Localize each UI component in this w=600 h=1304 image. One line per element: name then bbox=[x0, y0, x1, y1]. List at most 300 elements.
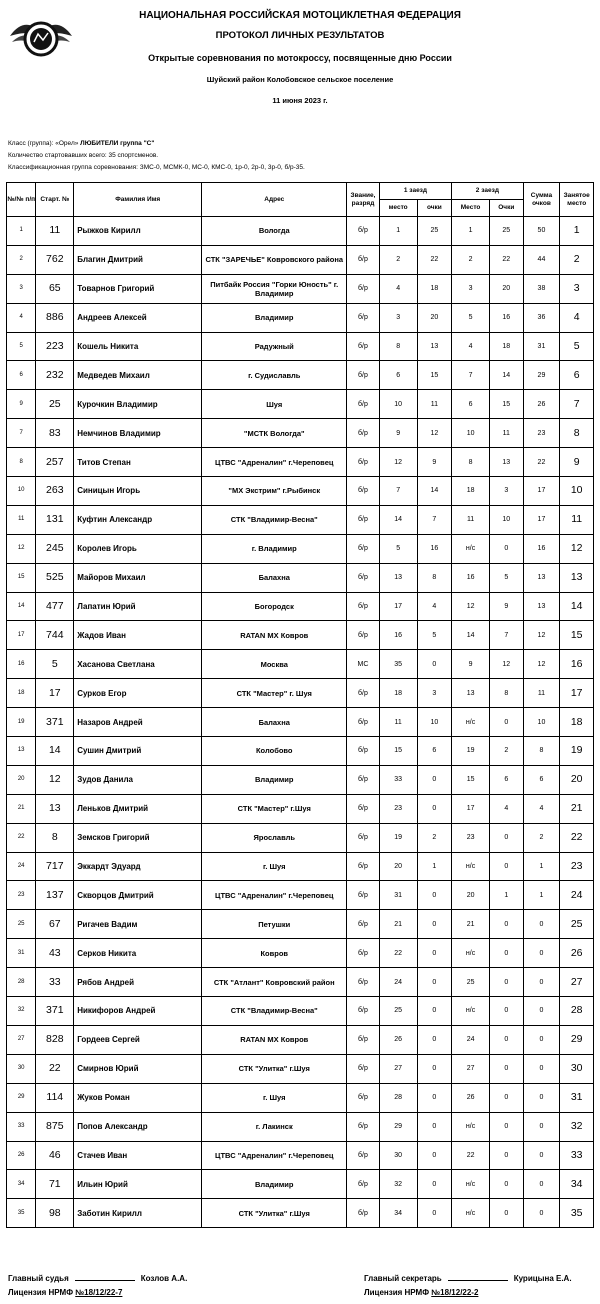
cell-num: 14 bbox=[7, 592, 36, 621]
table-row bbox=[7, 361, 594, 390]
cell-rank: б/р bbox=[347, 679, 380, 708]
cell-r2-points: 15 bbox=[489, 390, 523, 419]
table-row bbox=[7, 823, 594, 852]
cell-address: RATAN MX Ковров bbox=[202, 1025, 347, 1054]
cell-start-number: 232 bbox=[36, 361, 74, 390]
cell-r2-points: 8 bbox=[489, 679, 523, 708]
cell-rank: б/р bbox=[347, 245, 380, 274]
cell-r1-points: 6 bbox=[417, 737, 452, 766]
cell-num: 32 bbox=[7, 997, 36, 1026]
cell-r2-points: 0 bbox=[489, 823, 523, 852]
cell-start-number: 263 bbox=[36, 477, 74, 506]
cell-final-place: 7 bbox=[560, 390, 594, 419]
cell-name: Никифоров Андрей bbox=[74, 997, 202, 1026]
cell-r1-points: 0 bbox=[417, 1054, 452, 1083]
cell-r2-points: 13 bbox=[489, 448, 523, 477]
table-row bbox=[7, 881, 594, 910]
cell-r2-place: 6 bbox=[452, 390, 490, 419]
cell-start-number: 33 bbox=[36, 968, 74, 997]
cell-total: 2 bbox=[523, 823, 560, 852]
cell-name: Зудов Данила bbox=[74, 765, 202, 794]
cell-start-number: 744 bbox=[36, 621, 74, 650]
table-row bbox=[7, 621, 594, 650]
cell-final-place: 19 bbox=[560, 737, 594, 766]
cell-rank: б/р bbox=[347, 1025, 380, 1054]
cell-final-place: 33 bbox=[560, 1141, 594, 1170]
table-row bbox=[7, 303, 594, 332]
cell-address: Вологда bbox=[202, 217, 347, 246]
cell-address: СТК "ЗАРЕЧЬЕ" Ковровского района bbox=[202, 245, 347, 274]
cell-r2-place: н/с bbox=[452, 1170, 490, 1199]
cell-r1-place: 27 bbox=[379, 1054, 417, 1083]
cell-name: Жадов Иван bbox=[74, 621, 202, 650]
cell-rank: б/р bbox=[347, 708, 380, 737]
cell-total: 10 bbox=[523, 708, 560, 737]
cell-r1-place: 8 bbox=[379, 332, 417, 361]
cell-start-number: 137 bbox=[36, 881, 74, 910]
cell-start-number: 131 bbox=[36, 505, 74, 534]
cell-r2-points: 0 bbox=[489, 1141, 523, 1170]
cell-r2-points: 7 bbox=[489, 621, 523, 650]
cell-r1-points: 11 bbox=[417, 390, 452, 419]
cell-num: 26 bbox=[7, 1141, 36, 1170]
cell-total: 44 bbox=[523, 245, 560, 274]
judge-license-number: №18/12/22-7 bbox=[75, 1288, 123, 1297]
cell-r1-points: 8 bbox=[417, 563, 452, 592]
cell-address: СТК "Владимир-Весна" bbox=[202, 505, 347, 534]
cell-final-place: 1 bbox=[560, 217, 594, 246]
cell-name: Эккардт Эдуард bbox=[74, 852, 202, 881]
col-race2: 2 заезд bbox=[452, 183, 523, 200]
cell-start-number: 223 bbox=[36, 332, 74, 361]
cell-address: Владимир bbox=[202, 1170, 347, 1199]
secretary-license-label: Лицензия НРМФ bbox=[364, 1288, 430, 1297]
cell-rank: б/р bbox=[347, 621, 380, 650]
cell-r1-place: 28 bbox=[379, 1083, 417, 1112]
cell-final-place: 14 bbox=[560, 592, 594, 621]
cell-final-place: 26 bbox=[560, 939, 594, 968]
cell-r1-points: 18 bbox=[417, 274, 452, 303]
cell-r1-place: 15 bbox=[379, 737, 417, 766]
starters-count: Количество стартовавших всего: 35 спортсменов. bbox=[8, 152, 159, 159]
cell-final-place: 28 bbox=[560, 997, 594, 1026]
cell-r2-points: 16 bbox=[489, 303, 523, 332]
cell-start-number: 525 bbox=[36, 563, 74, 592]
cell-r1-place: 19 bbox=[379, 823, 417, 852]
cell-r2-points: 14 bbox=[489, 361, 523, 390]
cell-r1-place: 26 bbox=[379, 1025, 417, 1054]
cell-r2-place: 5 bbox=[452, 303, 490, 332]
cell-name: Синицын Игорь bbox=[74, 477, 202, 506]
cell-rank: б/р bbox=[347, 563, 380, 592]
cell-r1-place: 34 bbox=[379, 1199, 417, 1228]
cell-start-number: 46 bbox=[36, 1141, 74, 1170]
cell-num: 12 bbox=[7, 534, 36, 563]
cell-num: 17 bbox=[7, 621, 36, 650]
cell-rank: б/р bbox=[347, 361, 380, 390]
cell-r1-place: 16 bbox=[379, 621, 417, 650]
cell-total: 1 bbox=[523, 852, 560, 881]
cell-final-place: 18 bbox=[560, 708, 594, 737]
cell-r1-points: 3 bbox=[417, 679, 452, 708]
cell-address: Балахна bbox=[202, 563, 347, 592]
cell-total: 11 bbox=[523, 679, 560, 708]
cell-address: Ковров bbox=[202, 939, 347, 968]
cell-total: 23 bbox=[523, 419, 560, 448]
cell-r2-place: 25 bbox=[452, 968, 490, 997]
cell-r2-points: 1 bbox=[489, 881, 523, 910]
cell-name: Смирнов Юрий bbox=[74, 1054, 202, 1083]
cell-start-number: 17 bbox=[36, 679, 74, 708]
cell-address: Радужный bbox=[202, 332, 347, 361]
cell-final-place: 22 bbox=[560, 823, 594, 852]
cell-address: Владимир bbox=[202, 303, 347, 332]
cell-start-number: 762 bbox=[36, 245, 74, 274]
table-row bbox=[7, 217, 594, 246]
cell-r2-place: 19 bbox=[452, 737, 490, 766]
cell-name: Гордеев Сергей bbox=[74, 1025, 202, 1054]
cell-name: Сурков Егор bbox=[74, 679, 202, 708]
cell-rank: б/р bbox=[347, 1083, 380, 1112]
cell-r1-points: 0 bbox=[417, 650, 452, 679]
cell-final-place: 5 bbox=[560, 332, 594, 361]
cell-address: "МХ Экстрим" г.Рыбинск bbox=[202, 477, 347, 506]
col-r2-place: Место bbox=[452, 200, 490, 217]
class-label: Класс (группа): «Орел» bbox=[8, 140, 79, 147]
judge-label: Главный судья bbox=[8, 1274, 69, 1283]
event-title: Открытые соревнования по мотокроссу, посвященные дню России bbox=[148, 53, 452, 63]
cell-num: 4 bbox=[7, 303, 36, 332]
cell-address: г. Лакинск bbox=[202, 1112, 347, 1141]
cell-r1-points: 7 bbox=[417, 505, 452, 534]
cell-r2-place: 2 bbox=[452, 245, 490, 274]
cell-rank: б/р bbox=[347, 303, 380, 332]
table-row bbox=[7, 679, 594, 708]
cell-r2-points: 3 bbox=[489, 477, 523, 506]
table-row bbox=[7, 390, 594, 419]
cell-r1-place: 22 bbox=[379, 939, 417, 968]
table-row bbox=[7, 245, 594, 274]
cell-address: ЦТВС "Адреналин" г.Череповец bbox=[202, 881, 347, 910]
cell-start-number: 65 bbox=[36, 274, 74, 303]
cell-name: Серков Никита bbox=[74, 939, 202, 968]
cell-name: Попов Александр bbox=[74, 1112, 202, 1141]
cell-rank: МС bbox=[347, 650, 380, 679]
cell-name: Назаров Андрей bbox=[74, 708, 202, 737]
cell-r1-points: 0 bbox=[417, 997, 452, 1026]
cell-final-place: 24 bbox=[560, 881, 594, 910]
cell-address: Колобово bbox=[202, 737, 347, 766]
cell-r2-points: 25 bbox=[489, 217, 523, 246]
cell-address: Ярославль bbox=[202, 823, 347, 852]
cell-start-number: 717 bbox=[36, 852, 74, 881]
cell-r1-place: 20 bbox=[379, 852, 417, 881]
cell-num: 2 bbox=[7, 245, 36, 274]
cell-num: 1 bbox=[7, 217, 36, 246]
cell-r2-place: н/с bbox=[452, 997, 490, 1026]
cell-start-number: 25 bbox=[36, 390, 74, 419]
cell-name: Ригачев Вадим bbox=[74, 910, 202, 939]
cell-address: "МСТК Вологда" bbox=[202, 419, 347, 448]
col-race1: 1 заезд bbox=[379, 183, 451, 200]
cell-num: 24 bbox=[7, 852, 36, 881]
cell-r1-place: 31 bbox=[379, 881, 417, 910]
cell-r1-place: 21 bbox=[379, 910, 417, 939]
cell-name: Стачев Иван bbox=[74, 1141, 202, 1170]
cell-r1-place: 18 bbox=[379, 679, 417, 708]
cell-r2-points: 6 bbox=[489, 765, 523, 794]
cell-total: 13 bbox=[523, 563, 560, 592]
cell-start-number: 11 bbox=[36, 217, 74, 246]
table-row bbox=[7, 477, 594, 506]
cell-total: 0 bbox=[523, 939, 560, 968]
secretary-signature bbox=[364, 1274, 572, 1283]
event-location: Шуйский район Колобовское сельское поселение bbox=[206, 75, 394, 84]
cell-r2-points: 2 bbox=[489, 737, 523, 766]
cell-start-number: 371 bbox=[36, 997, 74, 1026]
cell-address: г. Владимир bbox=[202, 534, 347, 563]
cell-r2-place: 11 bbox=[452, 505, 490, 534]
cell-rank: б/р bbox=[347, 765, 380, 794]
cell-num: 35 bbox=[7, 1199, 36, 1228]
signature-line bbox=[448, 1280, 508, 1281]
cell-r2-place: 24 bbox=[452, 1025, 490, 1054]
cell-name: Рыжков Кирилл bbox=[74, 217, 202, 246]
cell-start-number: 83 bbox=[36, 419, 74, 448]
cell-final-place: 11 bbox=[560, 505, 594, 534]
cell-start-number: 43 bbox=[36, 939, 74, 968]
cell-r1-place: 9 bbox=[379, 419, 417, 448]
table-row bbox=[7, 997, 594, 1026]
cell-total: 0 bbox=[523, 1025, 560, 1054]
cell-start-number: 12 bbox=[36, 765, 74, 794]
cell-r1-place: 13 bbox=[379, 563, 417, 592]
cell-num: 34 bbox=[7, 1170, 36, 1199]
cell-num: 8 bbox=[7, 448, 36, 477]
cell-final-place: 16 bbox=[560, 650, 594, 679]
cell-start-number: 828 bbox=[36, 1025, 74, 1054]
cell-r2-place: 13 bbox=[452, 679, 490, 708]
cell-r1-points: 16 bbox=[417, 534, 452, 563]
cell-r2-place: 21 bbox=[452, 910, 490, 939]
cell-total: 6 bbox=[523, 765, 560, 794]
table-row bbox=[7, 1025, 594, 1054]
cell-name: Королев Игорь bbox=[74, 534, 202, 563]
cell-final-place: 29 bbox=[560, 1025, 594, 1054]
cell-r1-points: 22 bbox=[417, 245, 452, 274]
cell-r2-place: 20 bbox=[452, 881, 490, 910]
cell-total: 36 bbox=[523, 303, 560, 332]
col-address: Адрес bbox=[202, 183, 347, 217]
cell-final-place: 2 bbox=[560, 245, 594, 274]
cell-r1-place: 7 bbox=[379, 477, 417, 506]
cell-name: Рябов Андрей bbox=[74, 968, 202, 997]
cell-num: 3 bbox=[7, 274, 36, 303]
cell-address: Москва bbox=[202, 650, 347, 679]
secretary-license bbox=[364, 1288, 478, 1297]
table-row bbox=[7, 939, 594, 968]
cell-num: 22 bbox=[7, 823, 36, 852]
cell-rank: б/р bbox=[347, 852, 380, 881]
cell-num: 25 bbox=[7, 910, 36, 939]
cell-rank: б/р bbox=[347, 737, 380, 766]
cell-rank: б/р bbox=[347, 390, 380, 419]
cell-rank: б/р bbox=[347, 534, 380, 563]
cell-rank: б/р bbox=[347, 419, 380, 448]
cell-rank: б/р bbox=[347, 794, 380, 823]
cell-r2-place: 23 bbox=[452, 823, 490, 852]
cell-r1-place: 5 bbox=[379, 534, 417, 563]
cell-r1-points: 2 bbox=[417, 823, 452, 852]
cell-start-number: 886 bbox=[36, 303, 74, 332]
cell-final-place: 3 bbox=[560, 274, 594, 303]
cell-r2-points: 0 bbox=[489, 708, 523, 737]
cell-r2-points: 11 bbox=[489, 419, 523, 448]
cell-total: 1 bbox=[523, 881, 560, 910]
cell-address: г. Судиславль bbox=[202, 361, 347, 390]
cell-final-place: 8 bbox=[560, 419, 594, 448]
cell-total: 0 bbox=[523, 1170, 560, 1199]
cell-address: Шуя bbox=[202, 390, 347, 419]
cell-total: 0 bbox=[523, 910, 560, 939]
cell-r1-points: 0 bbox=[417, 939, 452, 968]
cell-total: 0 bbox=[523, 1141, 560, 1170]
cell-start-number: 371 bbox=[36, 708, 74, 737]
cell-r1-points: 12 bbox=[417, 419, 452, 448]
cell-num: 9 bbox=[7, 390, 36, 419]
table-row bbox=[7, 505, 594, 534]
cell-num: 13 bbox=[7, 737, 36, 766]
cell-num: 19 bbox=[7, 708, 36, 737]
cell-final-place: 6 bbox=[560, 361, 594, 390]
cell-r2-points: 0 bbox=[489, 1112, 523, 1141]
cell-rank: б/р bbox=[347, 477, 380, 506]
table-row bbox=[7, 1141, 594, 1170]
cell-r1-place: 33 bbox=[379, 765, 417, 794]
cell-num: 23 bbox=[7, 881, 36, 910]
cell-name: Леньков Дмитрий bbox=[74, 794, 202, 823]
cell-total: 4 bbox=[523, 794, 560, 823]
cell-total: 0 bbox=[523, 968, 560, 997]
cell-r1-points: 0 bbox=[417, 910, 452, 939]
cell-start-number: 14 bbox=[36, 737, 74, 766]
cell-start-number: 13 bbox=[36, 794, 74, 823]
table-row bbox=[7, 592, 594, 621]
cell-name: Куфтин Александр bbox=[74, 505, 202, 534]
cell-r2-place: 17 bbox=[452, 794, 490, 823]
cell-r1-points: 20 bbox=[417, 303, 452, 332]
secretary-license-number: №18/12/22-2 bbox=[431, 1288, 479, 1297]
cell-name: Хасанова Светлана bbox=[74, 650, 202, 679]
cell-address: СТК "Улитка" г.Шуя bbox=[202, 1199, 347, 1228]
judge-signature bbox=[8, 1274, 187, 1283]
cell-rank: б/р bbox=[347, 332, 380, 361]
cell-r2-points: 5 bbox=[489, 563, 523, 592]
cell-r1-points: 0 bbox=[417, 1141, 452, 1170]
cell-num: 29 bbox=[7, 1083, 36, 1112]
cell-r2-place: н/с bbox=[452, 534, 490, 563]
table-row bbox=[7, 1170, 594, 1199]
protocol-title: ПРОТОКОЛ ЛИЧНЫХ РЕЗУЛЬТАТОВ bbox=[215, 30, 385, 41]
cell-r2-place: н/с bbox=[452, 708, 490, 737]
cell-r2-place: 18 bbox=[452, 477, 490, 506]
cell-rank: б/р bbox=[347, 823, 380, 852]
cell-total: 38 bbox=[523, 274, 560, 303]
cell-r1-place: 25 bbox=[379, 997, 417, 1026]
cell-r2-points: 0 bbox=[489, 997, 523, 1026]
col-r1-points: очки bbox=[417, 200, 452, 217]
org-title: НАЦИОНАЛЬНАЯ РОССИЙСКАЯ МОТОЦИКЛЕТНАЯ ФЕДЕРАЦИЯ bbox=[139, 10, 461, 21]
table-row bbox=[7, 448, 594, 477]
cell-final-place: 31 bbox=[560, 1083, 594, 1112]
cell-start-number: 8 bbox=[36, 823, 74, 852]
cell-r2-place: 27 bbox=[452, 1054, 490, 1083]
cell-name: Заботин Кирилл bbox=[74, 1199, 202, 1228]
cell-r2-points: 0 bbox=[489, 968, 523, 997]
cell-num: 21 bbox=[7, 794, 36, 823]
table-row bbox=[7, 419, 594, 448]
cell-r1-points: 0 bbox=[417, 1199, 452, 1228]
cell-rank: б/р bbox=[347, 939, 380, 968]
cell-r2-place: н/с bbox=[452, 1112, 490, 1141]
col-total: Сумма очков bbox=[523, 183, 560, 217]
cell-final-place: 13 bbox=[560, 563, 594, 592]
cell-total: 50 bbox=[523, 217, 560, 246]
cell-r1-place: 23 bbox=[379, 794, 417, 823]
cell-num: 11 bbox=[7, 505, 36, 534]
cell-r2-points: 0 bbox=[489, 1054, 523, 1083]
cell-r1-place: 10 bbox=[379, 390, 417, 419]
cell-r2-points: 18 bbox=[489, 332, 523, 361]
cell-name: Сушин Дмитрий bbox=[74, 737, 202, 766]
cell-final-place: 20 bbox=[560, 765, 594, 794]
cell-rank: б/р bbox=[347, 881, 380, 910]
cell-r1-place: 14 bbox=[379, 505, 417, 534]
cell-name: Благин Дмитрий bbox=[74, 245, 202, 274]
cell-final-place: 27 bbox=[560, 968, 594, 997]
cell-name: Майоров Михаил bbox=[74, 563, 202, 592]
table-row bbox=[7, 765, 594, 794]
cell-address: СТК "Владимир-Весна" bbox=[202, 997, 347, 1026]
cell-address: Богородск bbox=[202, 592, 347, 621]
cell-address: Петушки bbox=[202, 910, 347, 939]
cell-name: Товарнов Григорий bbox=[74, 274, 202, 303]
cell-final-place: 4 bbox=[560, 303, 594, 332]
table-row bbox=[7, 708, 594, 737]
cell-final-place: 9 bbox=[560, 448, 594, 477]
cell-r2-place: 15 bbox=[452, 765, 490, 794]
cell-r2-points: 0 bbox=[489, 1083, 523, 1112]
cell-rank: б/р bbox=[347, 505, 380, 534]
cell-start-number: 245 bbox=[36, 534, 74, 563]
cell-name: Кошель Никита bbox=[74, 332, 202, 361]
class-info bbox=[8, 140, 154, 147]
cell-r2-place: 10 bbox=[452, 419, 490, 448]
cell-r1-points: 0 bbox=[417, 765, 452, 794]
cell-r1-place: 12 bbox=[379, 448, 417, 477]
cell-address: г. Шуя bbox=[202, 1083, 347, 1112]
cell-total: 0 bbox=[523, 1199, 560, 1228]
cell-r1-place: 17 bbox=[379, 592, 417, 621]
cell-name: Земсков Григорий bbox=[74, 823, 202, 852]
cell-final-place: 30 bbox=[560, 1054, 594, 1083]
cell-final-place: 35 bbox=[560, 1199, 594, 1228]
cell-r2-place: 16 bbox=[452, 563, 490, 592]
cell-start-number: 477 bbox=[36, 592, 74, 621]
table-row bbox=[7, 563, 594, 592]
cell-total: 13 bbox=[523, 592, 560, 621]
cell-rank: б/р bbox=[347, 1170, 380, 1199]
